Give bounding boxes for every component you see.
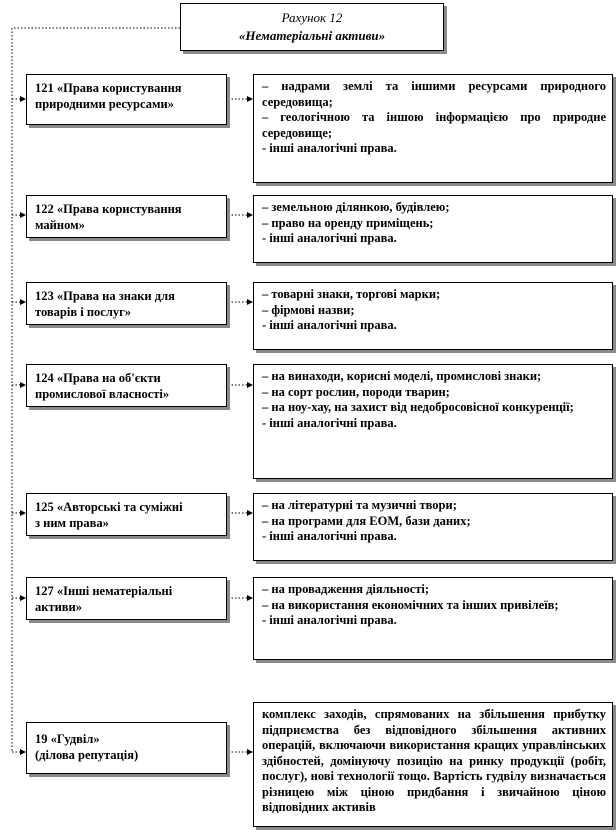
detail-item: – на програми для ЕОМ, бази даних; xyxy=(262,513,471,528)
detail-item: – земельною ділянкою, будівлею; xyxy=(262,200,450,214)
account-121-box xyxy=(26,74,227,125)
account-125-box xyxy=(26,493,227,536)
account-123-details xyxy=(253,282,613,350)
account-label-line-1: 121 «Права користування xyxy=(35,81,182,95)
detail-item: – на літературні та музичні твори; xyxy=(262,498,457,512)
account-label-line-1: 19 «Гудвіл» xyxy=(35,732,100,746)
title-box xyxy=(180,3,444,51)
detail-item: – на провадження діяльності; xyxy=(262,582,430,596)
detail-item: – на винаходи, корисні моделі, промислові знаки; xyxy=(262,369,542,383)
account-label-line-1: 124 «Права на об'єкти xyxy=(35,371,161,385)
account-123-box xyxy=(26,282,227,325)
detail-item: – надрами землі та іншими ресурсами природного середовища; xyxy=(262,79,606,109)
detail-item: - інші аналогічні права. xyxy=(262,231,397,245)
detail-item: комплекс заходів, спрямованих на збільшення прибутку підприємства без відповідного збільшення активних операцій, включаючи використання кращих управлінських здібностей, домінуючу позицію на ринку продукції (робіт, послуг), нові технології тощо. Вартість гудвілу визначається різницею між ціною придбання і звичайною ціною відповідних активів xyxy=(262,707,606,814)
account-127-details xyxy=(253,577,613,660)
account-label-line-2: майном» xyxy=(35,218,85,232)
account-label-line-2: природними ресурсами» xyxy=(35,97,174,111)
detail-item: – на використання економічних та інших привілеїв; xyxy=(262,597,559,612)
account-label-line-1: 125 «Авторські та суміжні xyxy=(35,500,183,514)
account-19-box xyxy=(26,722,227,774)
detail-item: – на сорт рослин, породи тварин; xyxy=(262,384,450,399)
account-122-box xyxy=(26,195,227,238)
detail-item: - інші аналогічні права. xyxy=(262,613,397,627)
account-label-line-1: 122 «Права користування xyxy=(35,202,182,216)
account-124-details xyxy=(253,364,613,479)
detail-item: – право на оренду приміщень; xyxy=(262,215,434,230)
title-line-2: «Нематеріальні активи» xyxy=(238,28,386,43)
account-label-line-2: з ним права» xyxy=(35,516,109,530)
detail-item: - інші аналогічні права. xyxy=(262,415,397,430)
account-label-line-2: активи» xyxy=(35,600,82,614)
account-124-box xyxy=(26,364,227,407)
detail-item: – товарні знаки, торгові марки; xyxy=(262,287,441,301)
detail-item: – фірмові назви; xyxy=(262,302,355,317)
account-label-line-2: (ділова репутація) xyxy=(35,748,139,762)
detail-item: - інші аналогічні права. xyxy=(262,529,397,543)
account-127-box xyxy=(26,577,227,620)
account-label-line-2: товарів і послуг» xyxy=(35,305,132,319)
account-122-details xyxy=(253,195,613,263)
account-121-details xyxy=(253,74,613,183)
detail-item: – на ноу-хау, на захист від недобросовісної конкуренції; xyxy=(262,400,574,414)
account-label-line-2: промислової власності» xyxy=(35,387,170,401)
account-label-line-1: 123 «Права на знаки для xyxy=(35,289,175,303)
detail-item: - інші аналогічні права. xyxy=(262,318,397,332)
title-line-1: Рахунок 12 xyxy=(281,10,343,25)
detail-item: - інші аналогічні права. xyxy=(262,141,397,155)
account-19-details xyxy=(253,702,613,827)
account-125-details xyxy=(253,493,613,561)
detail-item: – геологічною та іншою інформацією про природне середовище; xyxy=(262,110,606,140)
account-label-line-1: 127 «Інші нематеріальні xyxy=(35,584,173,598)
